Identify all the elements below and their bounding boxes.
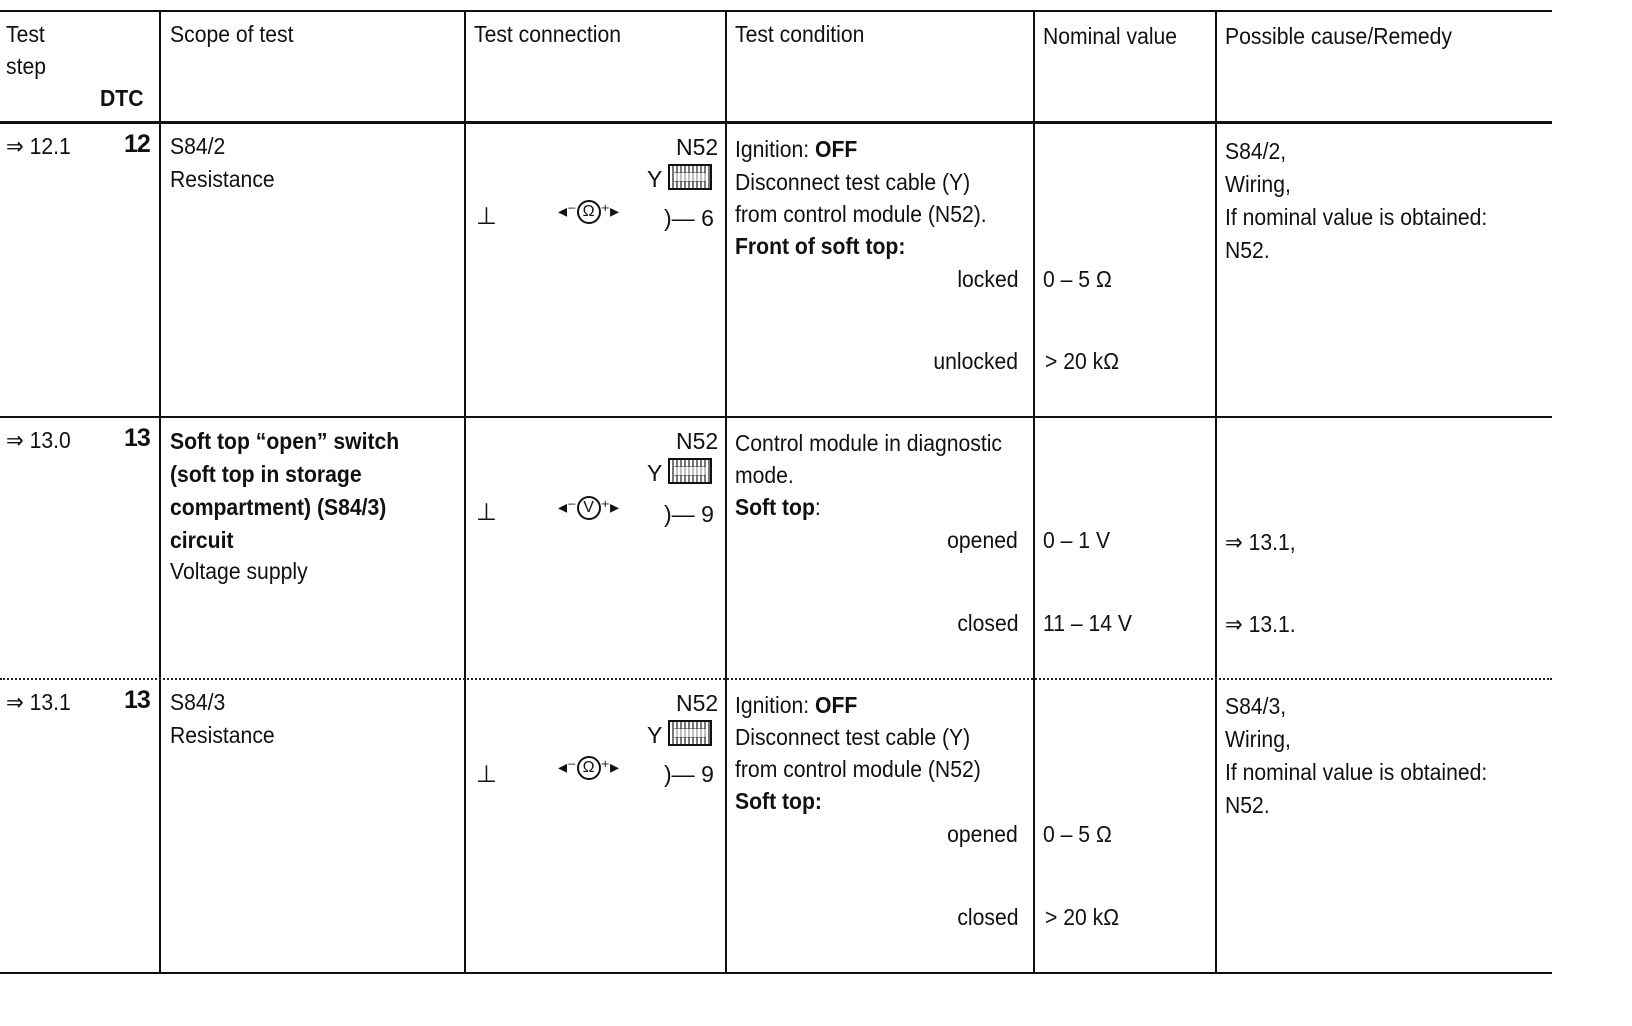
- module-label: N52: [676, 690, 719, 716]
- ground-icon: ⊥: [476, 761, 497, 788]
- condition-line: Disconnect test cable (Y): [735, 724, 971, 750]
- row-divider-dotted: [0, 678, 1552, 680]
- ground-icon: ⊥: [476, 203, 497, 230]
- connector-icon: [668, 458, 712, 484]
- row-divider: [0, 416, 1552, 418]
- condition-line: Soft top:: [735, 788, 822, 814]
- col-divider-5: [1215, 10, 1217, 974]
- test-step: ⇒ 12.1: [6, 133, 71, 159]
- dtc-code: 13: [124, 424, 150, 452]
- cause-link: ⇒ 13.1.: [1225, 611, 1296, 637]
- ohmmeter-icon: ◂⁻ Ω ⁺▸: [558, 200, 619, 224]
- condition-state: locked: [956, 266, 1018, 292]
- condition-line: from control module (N52): [735, 756, 981, 782]
- condition-state: opened: [947, 527, 1018, 553]
- scope-title: Soft top “open” switch (soft top in storage compartment) (S84/3) circuit: [170, 428, 400, 553]
- scope-text: S84/2 Resistance: [170, 133, 275, 192]
- condition-line: Front of soft top:: [735, 233, 906, 259]
- cable-label: Y: [647, 722, 663, 748]
- nominal-value: 11 – 14 V: [1043, 610, 1133, 636]
- dtc-code: 13: [124, 686, 150, 714]
- pin-label: )— 9: [664, 761, 714, 787]
- pin-label: )— 6: [664, 205, 714, 231]
- ground-icon: ⊥: [476, 499, 497, 526]
- header-condition: Test condition: [735, 21, 865, 47]
- header-test-step: Test step: [6, 21, 47, 79]
- connector-icon: [668, 720, 712, 746]
- header-connection: Test connection: [474, 21, 622, 47]
- nominal-value: 0 – 1 V: [1043, 527, 1111, 553]
- condition-line: mode.: [735, 462, 794, 488]
- condition-line: Disconnect test cable (Y): [735, 169, 971, 195]
- col-divider-3: [725, 10, 727, 974]
- ohmmeter-icon: ◂⁻ Ω ⁺▸: [558, 756, 619, 780]
- header-nominal: Nominal value: [1043, 23, 1178, 49]
- module-label: N52: [676, 134, 719, 160]
- cause-text: S84/3, Wiring, If nominal value is obtained: N52.: [1225, 693, 1488, 818]
- scope-text: S84/3 Resistance: [170, 689, 275, 748]
- connector-icon: [668, 164, 712, 190]
- scope-text: Voltage supply: [170, 558, 308, 584]
- col-divider-2: [464, 10, 466, 974]
- module-label: N52: [676, 428, 719, 454]
- cause-link: ⇒ 13.1,: [1225, 529, 1296, 555]
- header-cause: Possible cause/Remedy: [1225, 23, 1452, 49]
- condition-state: closed: [956, 904, 1018, 930]
- condition-state: opened: [947, 821, 1018, 847]
- header-scope: Scope of test: [170, 21, 294, 47]
- condition-line: Soft top:: [735, 494, 821, 520]
- cable-label: Y: [647, 460, 663, 486]
- condition-state: unlocked: [933, 348, 1018, 374]
- condition-state: closed: [956, 610, 1018, 636]
- cable-label: Y: [647, 166, 663, 192]
- header-bottom-rule: [0, 121, 1552, 124]
- test-step: ⇒ 13.1: [6, 689, 71, 715]
- table-top-rule: [0, 10, 1552, 12]
- header-dtc: DTC: [100, 85, 144, 111]
- col-divider-4: [1033, 10, 1035, 974]
- pin-label: )— 9: [664, 501, 714, 527]
- nominal-value: > 20 kΩ: [1045, 348, 1120, 374]
- condition-line: from control module (N52).: [735, 201, 987, 227]
- condition-line: Control module in diagnostic: [735, 430, 1003, 456]
- voltmeter-icon: ◂⁻ V ⁺▸: [558, 496, 619, 520]
- nominal-value: 0 – 5 Ω: [1043, 266, 1112, 292]
- table-bottom-rule: [0, 972, 1552, 974]
- condition-line: Ignition: OFF: [735, 136, 858, 162]
- nominal-value: 0 – 5 Ω: [1043, 821, 1112, 847]
- dtc-code: 12: [124, 130, 150, 158]
- col-divider-1: [159, 10, 161, 974]
- test-step: ⇒ 13.0: [6, 427, 71, 453]
- condition-line: Ignition: OFF: [735, 692, 858, 718]
- cause-text: S84/2, Wiring, If nominal value is obtained: N52.: [1225, 138, 1488, 263]
- nominal-value: > 20 kΩ: [1045, 904, 1120, 930]
